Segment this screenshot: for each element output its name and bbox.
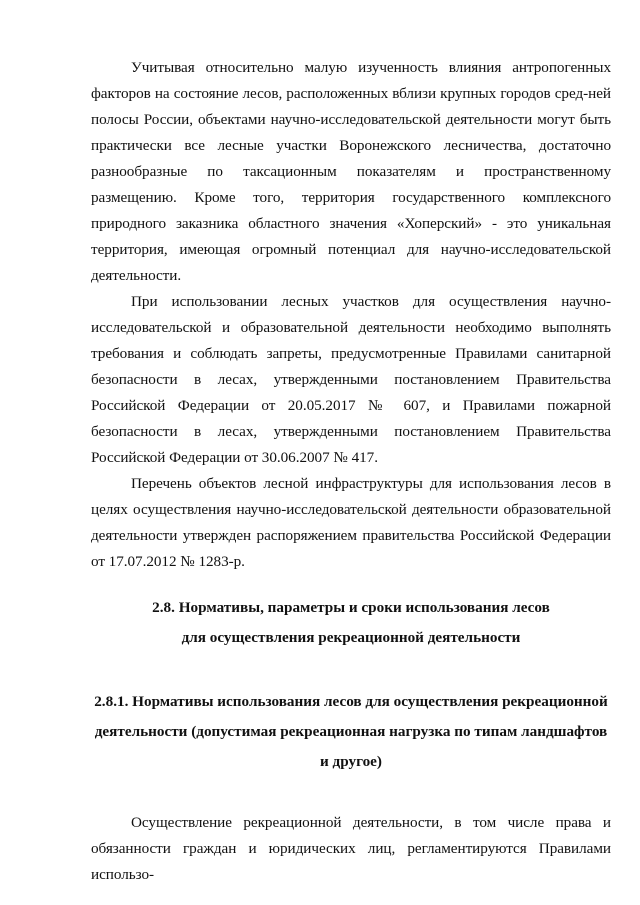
section-heading-2-8 bbox=[91, 593, 611, 653]
paragraph-infrastructure-list: Перечень объектов лесной инфраструктуры для использования лесов в целях осуществления научно-исследовательской деятельности образовательной деятельности утвержден распоряжением правительства Российской Федерации от 17.07.2012 № 1283-р. bbox=[91, 475, 611, 570]
section-heading-2-8-1-line3: и другое) bbox=[320, 753, 382, 770]
section-heading-2-8-line1: 2.8. Нормативы, параметры и сроки использования лесов bbox=[152, 599, 550, 616]
section-heading-2-8-1 bbox=[91, 687, 611, 777]
section-heading-2-8-1-line2: деятельности (допустимая рекреационная нагрузка по типам ландшафтов bbox=[94, 723, 608, 740]
section-heading-2-8-line2: для осуществления рекреационной деятельности bbox=[181, 629, 521, 646]
paragraph-research-objects: Учитывая относительно малую изученность влияния антропогенных факторов на состояние лесов, расположенных вблизи крупных городов сред-ней полосы России, объектами научно-исследовательской деятельности могут быть практически все лесные участки Воронежского лесничества, достаточно разнообразные по таксационным показателям и пространственному размещению. Кроме того, территория государственного комплексного природного заказника областного значения «Хоперский» - это уникальная территория, имеющая огромный потенциал для научно-исследовательской деятельности. bbox=[91, 59, 611, 284]
paragraph-safety-rules: При использовании лесных участков для осуществления научно- исследовательской и образовательной деятельности необходимо выполнять требования и соблюдать запреты, предусмотренные Правилами санитарной безопасности в лесах, утвержденными постановлением Правительства Российской Федерации от 20.05.2017 № 607, и Правилами пожарной безопасности в лесах, утвержденными постановлением Правительства Российской Федерации от 30.06.2007 № 417. bbox=[91, 293, 611, 466]
document-body bbox=[91, 55, 611, 888]
paragraph-recreation-rules: Осуществление рекреационной деятельности, в том числе права и обязанности граждан и юридических лиц, регламентируются Правилами использо- bbox=[91, 814, 611, 883]
section-heading-2-8-1-line1: 2.8.1. Нормативы использования лесов для осуществления рекреационной bbox=[94, 693, 608, 710]
